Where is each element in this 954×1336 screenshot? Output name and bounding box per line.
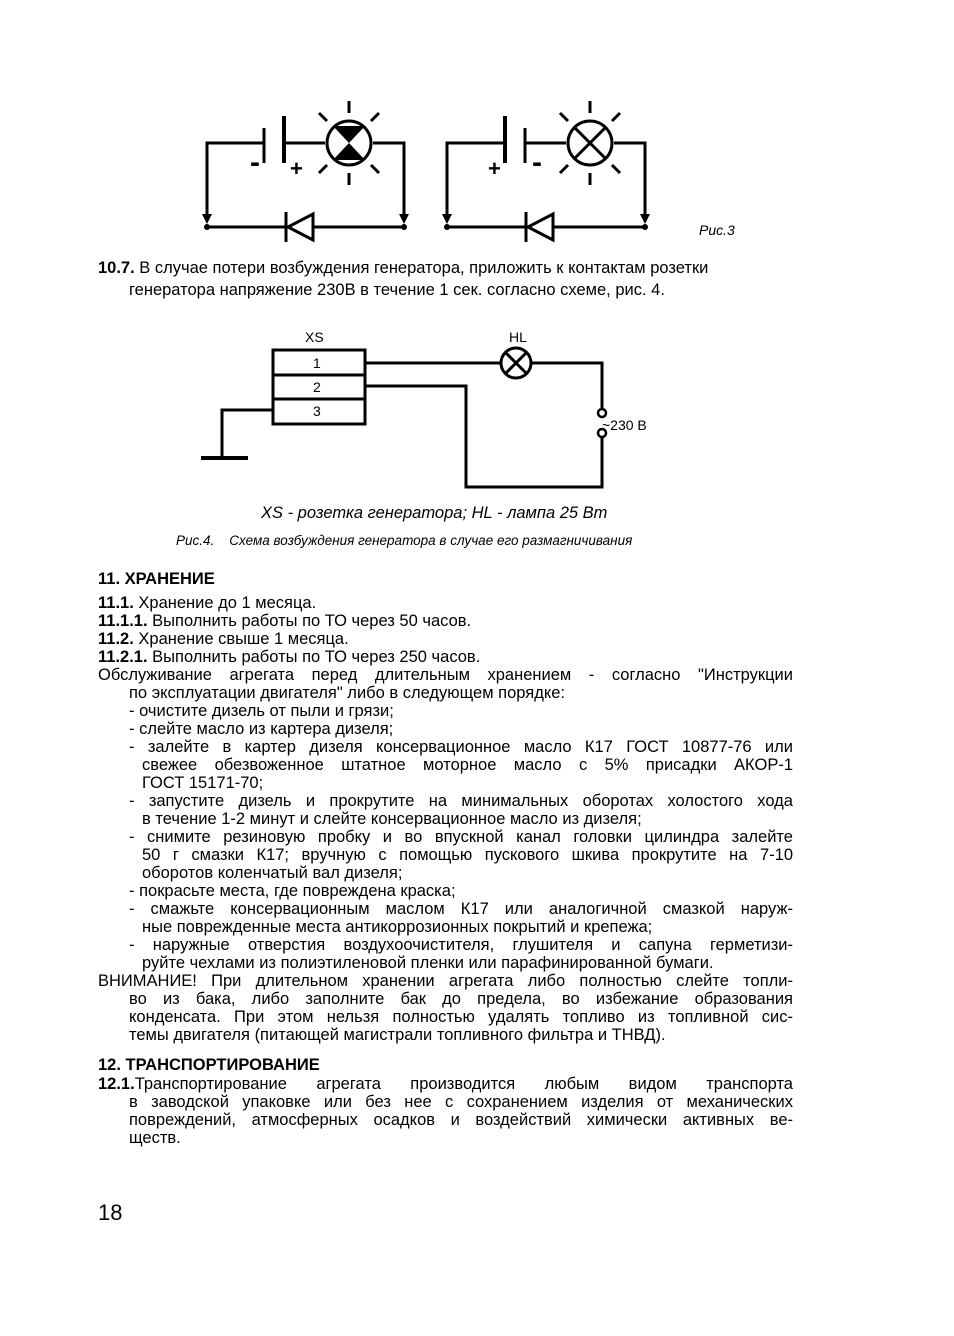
s10-7-num: 10.7. — [98, 259, 135, 277]
pin-2: 2 — [313, 379, 321, 395]
lamp-hl-icon — [501, 348, 531, 378]
s11-item-2: 11.2. Хранение свыше 1 месяца. — [98, 630, 349, 648]
s12-num: 12.1. — [98, 1075, 135, 1093]
s12-line-2: повреждений, атмосферных осадков и воздействий химически активных ве- — [129, 1111, 793, 1129]
fig4-caption — [176, 533, 632, 548]
warn-2: конденсата. При этом нельзя полностью удалять топливо из топливной сис- — [129, 1008, 793, 1026]
s11-item-0: 11.1. Хранение до 1 месяца. — [98, 594, 317, 612]
warn-0: ВНИМАНИЕ! При длительном хранении агрегата либо полностью слейте топли- — [98, 972, 793, 990]
voltage-label: ~230 В — [602, 417, 647, 433]
section-10-7 — [98, 259, 798, 299]
s11-intro-1: Обслуживание агрегата перед длительным хранением - согласно "Инструкции — [98, 666, 793, 684]
bullet-1: - слейте масло из картера дизеля; — [129, 720, 394, 738]
warn-3: темы двигателя (питающей магистрали топливного фильтра и ТНВД). — [129, 1026, 666, 1044]
s12-line-1: в заводской упаковке или без нее с сохранением изделия от механических — [129, 1093, 793, 1111]
fig4-legend: XS - розетка генератора; HL - лампа 25 Вт — [261, 504, 608, 522]
left-plus: + — [290, 156, 303, 181]
s11-heading: 11. ХРАНЕНИЕ — [98, 570, 215, 588]
hl-label: HL — [509, 329, 527, 345]
section-12 — [98, 1056, 798, 1156]
s10-7-line2: генератора напряжение 230В в течение 1 сек. согласно схеме, рис. 4. — [129, 281, 665, 299]
pin-1: 1 — [313, 355, 321, 371]
s10-7-line1: В случае потери возбуждения генератора, приложить к контактам розетки — [139, 259, 709, 277]
xs-label: XS — [305, 329, 324, 345]
bullet-13: - наружные отверстия воздухоочистителя, глушителя и сапуна герметизи- — [129, 936, 793, 954]
s11-intro-2: по эксплуатации двигателя" либо в следующем порядке: — [129, 684, 565, 702]
s12-line-0: 12.1. Транспортирование агрегата производится любым видом транспорта — [98, 1075, 793, 1093]
bullet-8: 50 г смазки К17; вручную с помощью пускового шкива прокрутите на 7-10 — [142, 846, 793, 864]
figure-4-circuit — [0, 320, 954, 560]
s11-item-3: 11.2.1. Выполнить работы по ТО через 250 часов. — [98, 648, 481, 666]
bullet-11: - смажьте консервационным маслом К17 или аналогичной смазкой наруж- — [129, 900, 793, 918]
s12-line-3: ществ. — [129, 1129, 181, 1147]
bullet-12: ные поврежденные места антикоррозионных покрытий и крепежа; — [142, 918, 653, 936]
fig4-caption-num: Рис.4. — [176, 533, 215, 548]
bullet-3: свежее обезвоженное штатное моторное масло с 5% присадки АКОР-1 — [142, 756, 793, 774]
section-11 — [98, 570, 798, 1050]
bullet-7: - снимите резиновую пробку и во впускной канал головки цилиндра залейте — [129, 828, 793, 846]
pin-3: 3 — [313, 403, 321, 419]
page-number: 18 — [98, 1200, 123, 1225]
right-minus: - — [532, 146, 542, 179]
figure-3-circuits — [0, 0, 954, 250]
fig3-label: Рис.3 — [699, 222, 735, 238]
bullet-2: - залейте в картер дизеля консервационное масло К17 ГОСТ 10877-76 или — [129, 738, 793, 756]
bullet-6: в течение 1-2 минут и слейте консервационное масло из дизеля; — [142, 810, 642, 828]
warn-1: во из бака, либо заполните бак до предела, во избежание образования — [129, 990, 793, 1008]
bullet-0: - очистите дизель от пыли и грязи; — [129, 702, 394, 720]
right-plus: + — [488, 156, 501, 181]
s11-item-1: 11.1.1. Выполнить работы по ТО через 50 часов. — [98, 612, 472, 630]
bullet-4: ГОСТ 15171-70; — [142, 774, 264, 792]
bullet-14: руйте чехлами из полиэтиленовой пленки или парафинированной бумаги. — [142, 954, 714, 972]
s12-heading: 12. ТРАНСПОРТИРОВАНИЕ — [98, 1056, 320, 1074]
bullet-9: оборотов коленчатый вал дизеля; — [142, 864, 403, 882]
bullet-10: - покрасьте места, где повреждена краска; — [129, 882, 456, 900]
fig4-caption-text: Схема возбуждения генератора в случае его размагничивания — [229, 533, 633, 548]
left-minus: - — [250, 146, 260, 179]
bullet-5: - запустите дизель и прокрутите на минимальных оборотах холостого хода — [129, 792, 793, 810]
